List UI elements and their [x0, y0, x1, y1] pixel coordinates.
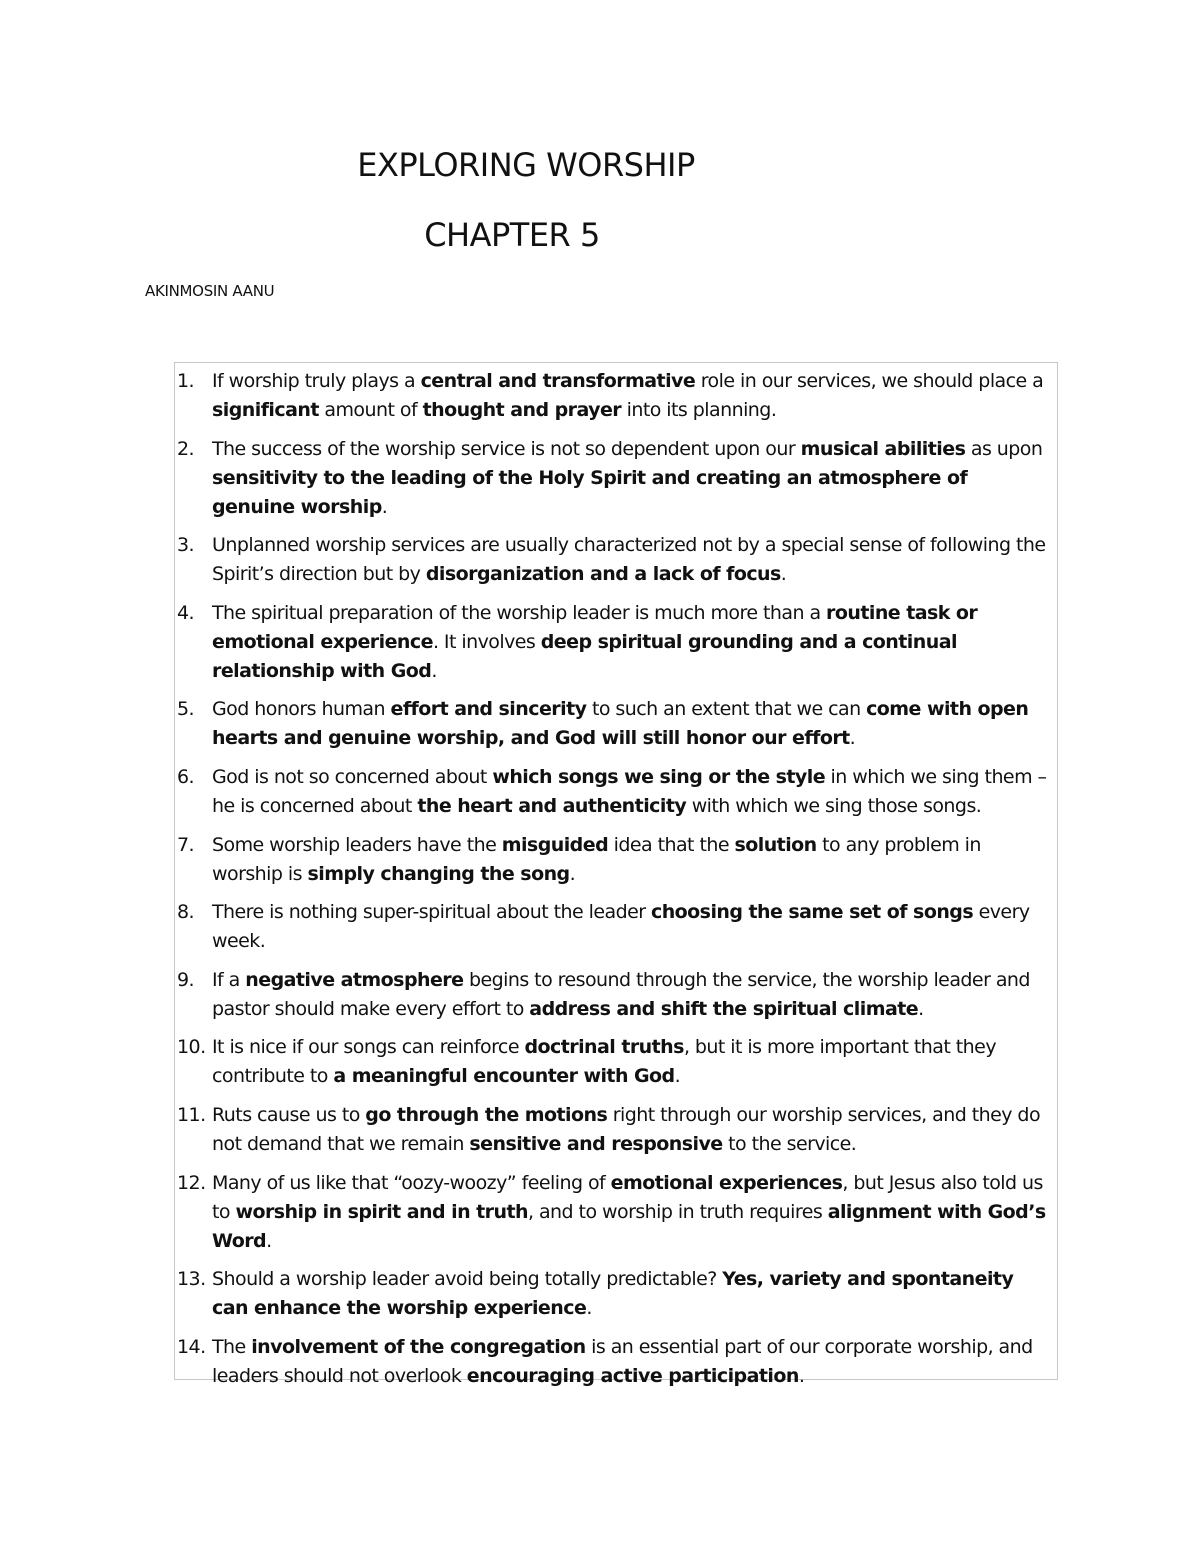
text-segment: The spiritual preparation of the worship leader is much more than a	[212, 601, 827, 624]
item-number: 4.	[177, 601, 195, 624]
item-text	[212, 1336, 1033, 1387]
emphasized-phrase: sensitive and responsive	[469, 1132, 723, 1155]
list-item	[175, 435, 1057, 522]
list-item	[175, 1265, 1057, 1323]
emphasized-phrase: simply changing the song	[307, 862, 570, 885]
item-text	[212, 901, 1030, 952]
emphasized-phrase: encouraging active participation	[466, 1364, 799, 1387]
list-item	[175, 1033, 1057, 1091]
text-segment: to the service.	[722, 1132, 857, 1155]
text-segment: It is nice if our songs can reinforce	[212, 1036, 525, 1059]
text-segment: role in our services, we should place a	[695, 370, 1044, 392]
text-segment: into its planning.	[621, 399, 777, 421]
item-text	[212, 698, 1028, 749]
item-text	[212, 602, 977, 682]
emphasized-phrase: worship in spirit and in truth	[235, 1200, 528, 1223]
emphasized-phrase: a meaningful encounter with God	[333, 1065, 675, 1088]
emphasized-phrase: thought and prayer	[422, 399, 622, 421]
item-text	[212, 969, 1030, 1020]
item-text	[212, 1268, 1013, 1319]
item-number: 7.	[177, 833, 195, 856]
list-item	[175, 831, 1057, 889]
item-text	[212, 1172, 1046, 1252]
emphasized-phrase: effort and sincerity	[390, 698, 587, 721]
emphasized-phrase: Yes, variety and spontaneity can enhance the worship experience	[212, 1268, 1014, 1320]
item-number: 8.	[177, 901, 195, 924]
author-name: AKINMOSIN AANU	[145, 282, 275, 300]
item-number: 5.	[177, 698, 195, 721]
text-segment: to such an extent that we can	[586, 698, 867, 721]
text-segment: begins to resound through the service, the worship leader and pastor should make every effort to	[212, 968, 1030, 1020]
emphasized-phrase: deep spiritual grounding and a continual relationship with God	[212, 630, 957, 682]
item-number: 11.	[177, 1103, 206, 1126]
emphasized-phrase: sensitivity to the leading of the Holy Spirit and creating an atmosphere of genuine worship	[212, 466, 968, 518]
emphasized-phrase: come with open hearts and genuine worship, and God will still honor our effort	[212, 698, 1029, 750]
emphasized-phrase: significant	[212, 399, 319, 421]
text-segment: . It involves	[432, 630, 541, 653]
text-segment: .	[586, 1297, 592, 1320]
text-segment: .	[849, 727, 856, 750]
text-segment: every week.	[212, 901, 1030, 953]
item-number: 10.	[177, 1036, 206, 1059]
document-title: EXPLORING WORSHIP	[357, 146, 695, 184]
emphasized-phrase: routine task or emotional experience	[212, 601, 978, 653]
text-segment: as upon	[965, 437, 1043, 460]
list-item	[175, 531, 1057, 589]
item-text	[212, 1104, 1040, 1155]
list-item	[175, 599, 1057, 686]
text-segment: idea that the	[608, 833, 735, 856]
emphasized-phrase: disorganization and a lack of focus	[425, 563, 781, 586]
list-item	[175, 966, 1057, 1024]
list-item	[175, 367, 1057, 425]
emphasized-phrase: the heart and authenticity	[417, 794, 687, 817]
text-segment: .	[266, 1229, 272, 1252]
text-segment: .	[674, 1065, 681, 1088]
list-item	[175, 763, 1057, 821]
item-number: 9.	[177, 968, 195, 991]
item-number: 12.	[177, 1171, 206, 1194]
item-text	[212, 834, 981, 885]
emphasized-phrase: misguided	[501, 833, 609, 856]
text-segment: .	[569, 862, 576, 885]
text-segment: .	[780, 563, 787, 586]
item-text	[212, 438, 1042, 518]
emphasized-phrase: address and shift the spiritual climate	[529, 997, 919, 1020]
text-segment: If worship truly plays a	[212, 370, 421, 392]
list-item	[175, 1333, 1057, 1391]
emphasized-phrase: alignment with God’s Word	[212, 1200, 1046, 1252]
statements-box	[174, 362, 1058, 1387]
text-segment: God honors human	[212, 698, 391, 721]
text-segment: God is not so concerned about	[212, 765, 493, 788]
list-item	[175, 695, 1057, 753]
text-segment: .	[918, 997, 924, 1020]
item-number: 3.	[177, 534, 195, 557]
emphasized-phrase: central and transformative	[420, 370, 696, 392]
text-segment: .	[381, 495, 388, 518]
item-number: 14.	[177, 1335, 206, 1358]
text-segment: , but it is more important that they contribute to	[212, 1036, 997, 1088]
text-segment: Many of us like that “oozy-woozy” feeling of	[212, 1171, 611, 1194]
text-segment: with which we sing those songs.	[686, 794, 982, 817]
emphasized-phrase: which songs we sing or the style	[492, 765, 826, 788]
text-segment: Should a worship leader avoid being totally predictable?	[212, 1268, 723, 1291]
list-item	[175, 1101, 1057, 1159]
item-number: 6.	[177, 765, 195, 788]
item-number: 1.	[177, 370, 195, 392]
item-number: 2.	[177, 437, 195, 460]
text-segment: in which we sing them – he is concerned about	[212, 765, 1047, 817]
text-segment: Unplanned worship services are usually characterized not by a special sense of following the Spirit’s direction but by	[212, 534, 1046, 586]
emphasized-phrase: negative atmosphere	[245, 968, 464, 991]
emphasized-phrase: solution	[734, 833, 817, 856]
emphasized-phrase: musical abilities	[800, 437, 966, 460]
emphasized-phrase: doctrinal truths	[524, 1036, 684, 1059]
item-text	[212, 1036, 996, 1087]
emphasized-phrase: choosing the same set of songs	[650, 901, 974, 924]
text-segment: , and to worship in truth requires	[527, 1200, 828, 1223]
text-segment: Ruts cause us to	[212, 1103, 366, 1126]
text-segment: The	[212, 1335, 252, 1358]
text-segment: Some worship leaders have the	[212, 833, 502, 856]
text-segment: right through our worship services, and they do not demand that we remain	[212, 1103, 1041, 1155]
text-segment: to any problem in worship is	[212, 833, 981, 885]
text-segment: is an essential part of our corporate worship, and leaders should not overlook	[212, 1335, 1033, 1387]
list-item	[175, 898, 1057, 956]
item-text	[212, 766, 1046, 817]
list-item	[175, 1169, 1057, 1256]
item-text	[212, 534, 1046, 585]
text-segment: If a	[212, 968, 246, 991]
emphasized-phrase: go through the motions	[365, 1103, 608, 1126]
emphasized-phrase: involvement of the congregation	[251, 1335, 586, 1358]
chapter-title: CHAPTER 5	[424, 216, 600, 254]
text-segment: , but Jesus also told us to	[212, 1171, 1043, 1223]
text-segment: .	[798, 1364, 805, 1387]
item-text	[212, 370, 1043, 421]
emphasized-phrase: emotional experiences	[610, 1171, 843, 1194]
text-segment: The success of the worship service is not so dependent upon our	[212, 437, 801, 460]
item-number: 13.	[177, 1268, 206, 1291]
text-segment: .	[431, 659, 437, 682]
text-segment: amount of	[318, 399, 423, 421]
statements-list	[175, 363, 1057, 1391]
text-segment: There is nothing super-spiritual about the leader	[212, 901, 651, 924]
